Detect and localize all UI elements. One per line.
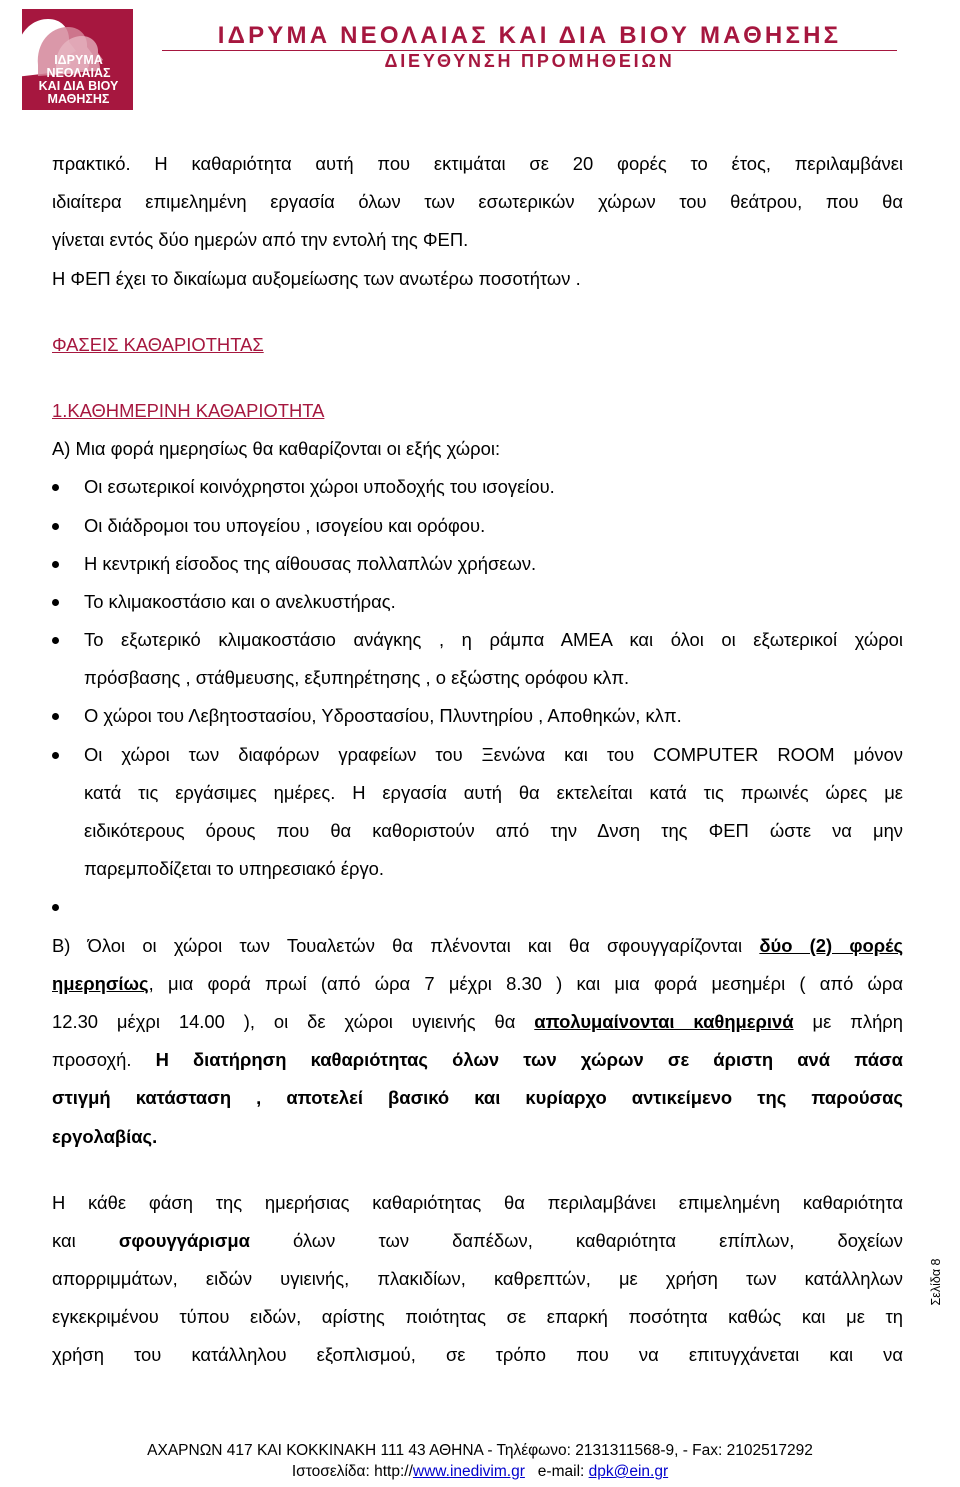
daily-heading-text: 1.ΚΑΘΗΜΕΡΙΝΗ ΚΑΘΑΡΙΟΤΗΤΑ <box>52 399 325 421</box>
phases-heading-text: ΦΑΣΕΙΣ ΚΑΘΑΡΙΟΤΗΤΑΣ <box>52 333 264 355</box>
list-item-text: Το κλιμακοστάσιο και ο ανελκυστήρας. <box>84 590 396 612</box>
phase-paragraph-line: Η κάθε φάση της ημερήσιας καθαριότητας θα περιλαμβάνει επιμελημένη καθαριότητα <box>52 1191 903 1213</box>
logo-line: ΚΑΙ ΔΙΑ ΒΙΟΥ <box>38 79 119 93</box>
list-item <box>52 697 903 735</box>
text-run: , μια φορά πρωί (από ώρα 7 μέχρι 8.30 ) και μια φορά μεσημέρι ( από ώρα <box>148 972 903 994</box>
toilets-line <box>52 927 903 965</box>
list-item <box>52 583 903 621</box>
list-item <box>52 468 903 506</box>
bullet-icon <box>52 561 59 568</box>
emphasis-text: Η διατήρηση καθαριότητας όλων των χώρων σε άριστη ανά πάσα <box>155 1049 903 1071</box>
phases-heading <box>52 326 903 364</box>
header-title: ΙΔΡΥΜΑ ΝΕΟΛΑΙΑΣ ΚΑΙ ΔΙΑ ΒΙΟΥ ΜΑΘΗΣΗΣ <box>217 22 842 49</box>
text-run: και <box>52 1229 119 1251</box>
emphasis-text: απολυμαίνονται καθημερινά <box>534 1010 794 1032</box>
logo-line: ΝΕΟΛΑΙΑΣ <box>46 66 111 80</box>
toilets-line <box>52 965 903 1003</box>
phase-paragraph-line: απορριμμάτων, ειδών υγιεινής, πλακιδίων, καθρεπτών, με χρήση των κατάλληλων <box>52 1268 903 1290</box>
email-label: e-mail: <box>524 1463 589 1480</box>
footer-contact <box>0 1463 960 1481</box>
intro-line: πρακτικό. Η καθαριότητα αυτή που εκτιμάται σε 20 φορές το έτος, περιλαμβάνει <box>52 153 903 174</box>
bullet-icon <box>52 713 59 720</box>
document-body <box>52 145 903 1375</box>
toilets-line <box>52 1003 903 1041</box>
organization-logo <box>22 9 133 110</box>
emphasis-text: σφουγγάρισμα <box>118 1229 250 1251</box>
toilets-line: στιγμή κατάσταση , αποτελεί βασικό και κυρίαρχο αντικείμενο της παρούσας <box>52 1087 903 1109</box>
bullet-icon <box>52 637 59 644</box>
logo-line: ΙΔΡΥΜΑ <box>54 53 103 67</box>
phase-paragraph-line <box>52 1222 903 1260</box>
toilets-line <box>52 1041 903 1079</box>
intro-line: Η ΦΕΠ έχει το δικαίωμα αυξομείωσης των ανωτέρω ποσοτήτων . <box>52 267 581 289</box>
list-item-continuation: ειδικότερους όρους που θα καθοριστούν από την Δνση της ΦΕΠ ώστε να μην <box>84 820 903 841</box>
bullet-icon <box>52 484 59 491</box>
header-subtitle: ΔΙΕΥΘΥΝΣΗ ΠΡΟΜΗΘΕΙΩΝ <box>384 51 675 71</box>
text-run: Β) Όλοι οι χώροι των Τουαλετών θα πλένονται και θα σφουγγαρίζονται <box>52 934 760 956</box>
list-item-text: Οι εσωτερικοί κοινόχρηστοι χώροι υποδοχής του ισογείου. <box>84 476 555 498</box>
list-item-continuation: παρεμποδίζεται το υπηρεσιακό έργο. <box>84 858 384 880</box>
website-label: Ιστοσελίδα: http:// <box>291 1463 413 1480</box>
list-item-continuation: κατά τις εργάσιμες ημέρες. Η εργασία αυτή θα εκτελείται κατά τις πρωινές ώρες με <box>84 781 903 803</box>
footer-address: ΑΧΑΡΝΩΝ 417 ΚΑΙ ΚΟΚΚΙΝΑΚΗ 111 43 ΑΘΗΝΑ - Τηλέφωνο: 2131311568-9, - Fax: 2102517292 <box>147 1442 813 1459</box>
website-link[interactable]: www.inedivim.gr <box>412 1463 525 1480</box>
emphasis-text: ημερησίως <box>52 972 149 994</box>
logo-text <box>26 54 131 106</box>
bullet-icon <box>52 599 59 606</box>
bullet-icon <box>52 904 59 911</box>
list-item <box>52 545 903 583</box>
bullet-icon <box>52 523 59 530</box>
text-run: προσοχή. <box>52 1049 156 1071</box>
list-item <box>52 621 903 659</box>
phase-paragraph-line: χρήση του κατάλληλου εξοπλισμού, σε τρόπο που να επιτυγχάνεται και να <box>52 1344 903 1366</box>
daily-heading <box>52 392 903 430</box>
list-item <box>52 507 903 545</box>
list-item <box>52 736 903 774</box>
list-item-empty <box>52 888 903 926</box>
text-run: όλων των δαπέδων, καθαριότητα επίπλων, δοχείων <box>249 1229 903 1251</box>
text-run: 12.30 μέχρι 14.00 ), οι δε χώροι υγιεινής θα <box>52 1010 535 1032</box>
list-item-text: Οι χώροι των διαφόρων γραφείων του Ξενώνα και του COMPUTER ROOM μόνον <box>84 743 903 765</box>
list-item-text: Ο χώροι του Λεβητοστασίου, Υδροστασίου, Πλυντηρίου , Αποθηκών, κλπ. <box>84 705 682 727</box>
list-item-text: Οι διάδρομοι του υπογείου , ισογείου και ορόφου. <box>84 514 486 536</box>
list-item-continuation: πρόσβασης , στάθμευσης, εξυπηρέτησης , ο εξώστης ορόφου κλπ. <box>84 667 630 689</box>
toilets-line: εργολαβίας. <box>52 1125 158 1147</box>
emphasis-text: δύο (2) φορές <box>759 934 904 956</box>
phase-paragraph-line: εγκεκριμένου τύπου ειδών, αρίστης ποιότητας σε επαρκή ποσότητα καθώς και με τη <box>52 1306 903 1328</box>
text-run: με πλήρη <box>793 1010 903 1032</box>
list-item-text: Η κεντρική είσοδος της αίθουσας πολλαπλών χρήσεων. <box>84 552 537 574</box>
bullet-icon <box>52 752 59 759</box>
page-number: Σελίδα 8 <box>929 1258 943 1306</box>
logo-line: ΜΑΘΗΣΗΣ <box>47 92 110 106</box>
list-item-text: Το εξωτερικό κλιμακοστάσιο ανάγκης , η ράμπα ΑΜΕΑ και όλοι οι εξωτερικοί χώροι <box>84 629 903 651</box>
daily-intro: Α) Μια φορά ημερησίως θα καθαρίζονται οι εξής χώροι: <box>52 438 501 460</box>
intro-line: ιδιαίτερα επιμελημένη εργασία όλων των εσωτερικών χώρων του θεάτρου, που θα <box>52 191 903 213</box>
email-link[interactable]: dpk@ein.gr <box>588 1463 669 1480</box>
intro-line: γίνεται εντός δύο ημερών από την εντολή της ΦΕΠ. <box>52 229 469 251</box>
